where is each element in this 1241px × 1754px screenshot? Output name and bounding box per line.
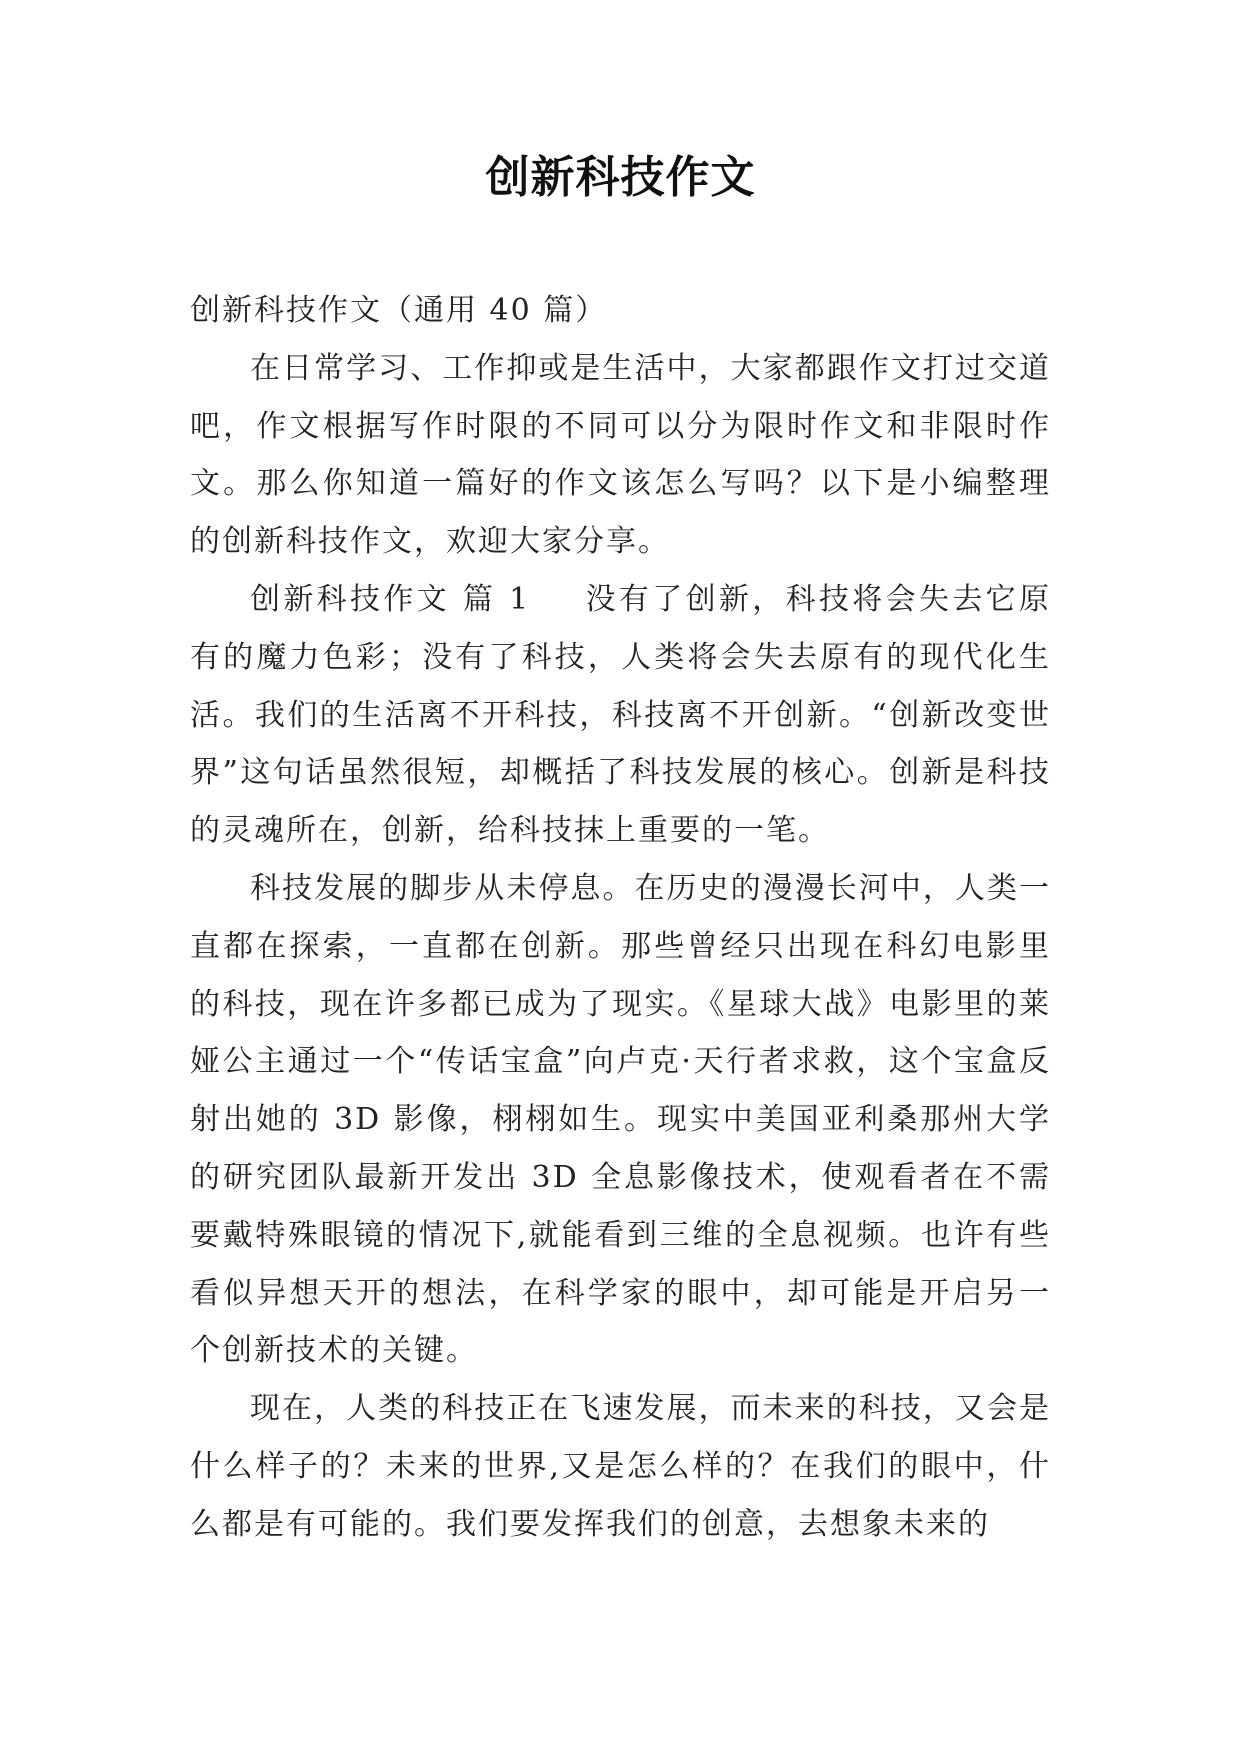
document-body [190, 282, 1051, 1554]
essay-1-first-paragraph [190, 571, 1051, 860]
essay-1-paragraph-3: 现在，人类的科技正在飞速发展，而未来的科技，又会是什么样子的？未来的世界,又是怎么样的？在我们的眼中，什么都是有可能的。我们要发挥我们的创意，去想象未来的 [190, 1391, 1051, 1542]
essay-1-paragraph-2: 科技发展的脚步从未停息。在历史的漫漫长河中，人类一直都在探索，一直都在创新。那些曾经只出现在科幻电影里的科技，现在许多都已成为了现实。《星球大战》电影里的莱娅公主通过一个“传话宝盒”向卢克·天行者求救，这个宝盒反射出她的 3D 影像，栩栩如生。现实中美国亚利桑那州大学的研究团队最新开发出 3D 全息影像技术，使观看者在不需要戴特殊眼镜的情况下,就能看到三维的全息视频。也许有些看似异想天开的想法，在科学家的眼中，却可能是开启另一个创新技术的关键。 [190, 870, 1051, 1369]
intro-paragraph: 在日常学习、工作抑或是生活中，大家都跟作文打过交道吧，作文根据写作时限的不同可以分为限时作文和非限时作文。那么你知道一篇好的作文该怎么写吗？以下是小编整理的创新科技作文，欢迎大家分享。 [190, 350, 1051, 560]
document-title: 创新科技作文 [485, 152, 756, 203]
document-subtitle: 创新科技作文（通用 40 篇） [190, 293, 608, 328]
essay-1-paragraph-1-text: 没有了创新，科技将会失去它原有的魔力色彩；没有了科技，人类将会失去原有的现代化生活。我们的生活离不开科技，科技离不开创新。“创新改变世界”这句话虽然很短，却概括了科技发展的核心。创新是科技的灵魂所在，创新，给科技抹上重要的一笔。 [190, 581, 1051, 849]
essay-1-label: 创新科技作文 篇 1 [250, 581, 531, 617]
